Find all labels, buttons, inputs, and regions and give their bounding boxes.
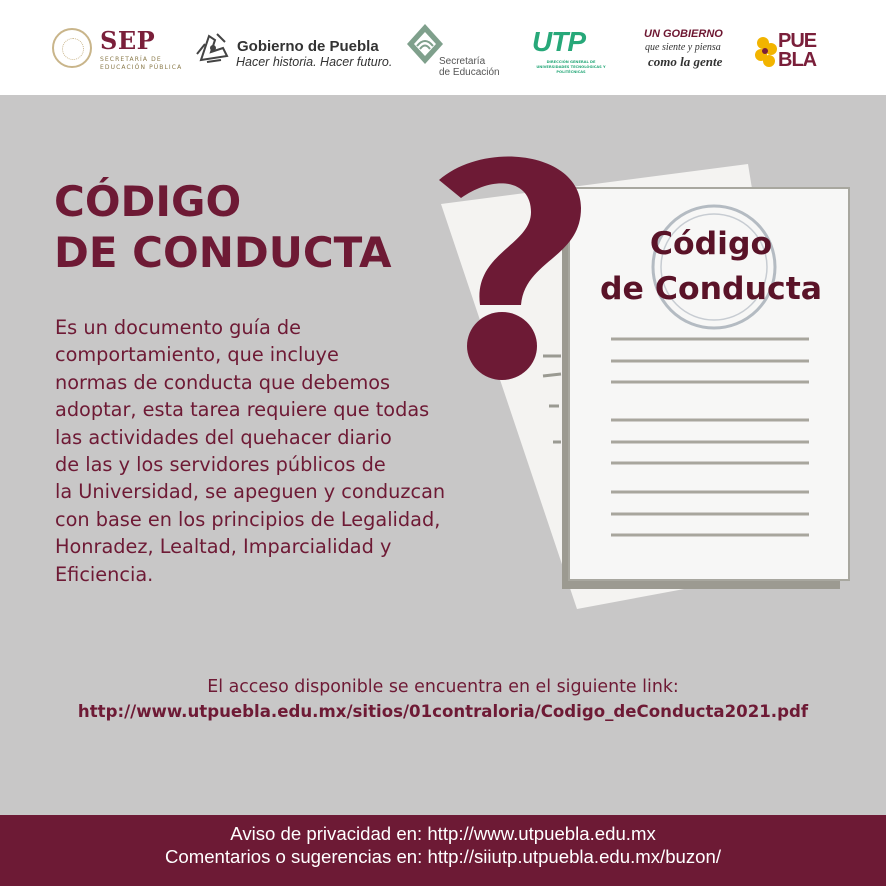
page-title-line2: DE CONDUCTA	[54, 228, 392, 277]
utp-logo-name: UTP	[532, 26, 585, 57]
sep-seal-icon	[52, 28, 92, 68]
document-title	[583, 222, 839, 312]
access-intro-text: El acceso disponible se encuentra en el siguiente link:	[207, 677, 679, 697]
footer-comments-notice: Comentarios o sugerencias en: http://siiutp.utpuebla.edu.mx/buzon/	[164, 846, 722, 867]
secretaria-educacion-text	[439, 56, 500, 78]
document-title-line1: Código	[649, 226, 773, 262]
utp-logo-subtitle: DIRECCIÓN GENERAL DE UNIVERSIDADES TECNOLÓGICAS Y POLITÉCNICAS	[536, 60, 606, 74]
puebla-logo-line1: PUE	[778, 30, 817, 52]
secretaria-educacion-line1: Secretaría	[439, 56, 486, 67]
puebla-flower-icon	[753, 33, 779, 71]
sep-logo-subtitle: SECRETARÍA DE EDUCACIÓN PÚBLICA	[100, 56, 183, 71]
document-title-line2: de Conducta	[599, 271, 823, 307]
sep-logo-name: SEP	[100, 26, 156, 55]
description-paragraph: Es un documento guía de comportamiento, que incluye normas de conducta que debemos adoptar, esta tarea requiere que todas las actividades del quehacer diario de las y los servidores públicos de la Universidad, se apeguen y conduzcan con base en los principios de Legalidad, Honradez, Lealtad, Imparcialidad y Eficiencia.	[55, 316, 446, 586]
logo-bar	[0, 0, 886, 95]
puebla-logo-text	[778, 32, 816, 70]
gobierno-slogan-line3: como la gente	[648, 54, 723, 69]
secretaria-educacion-line2: de Educación	[439, 67, 500, 78]
page-title-line1: CÓDIGO	[54, 177, 242, 226]
gobierno-slogan-line2: que siente y piensa	[645, 42, 721, 53]
footer-privacy-notice: Aviso de privacidad en: http://www.utpuebla.edu.mx	[230, 823, 656, 844]
gobierno-puebla-tagline: Hacer historia. Hacer futuro.	[236, 55, 393, 69]
code-of-conduct-link[interactable]: http://www.utpuebla.edu.mx/sitios/01contraloria/Codigo_deConducta2021.pdf	[77, 702, 809, 721]
gobierno-slogan-line1: UN GOBIERNO	[644, 28, 723, 40]
page-title	[54, 176, 392, 278]
gobierno-puebla-name: Gobierno de Puebla	[237, 38, 379, 55]
document-illustration	[425, 150, 865, 620]
gobierno-puebla-emblem-icon	[193, 30, 233, 66]
puebla-logo-line2: BLA	[778, 49, 817, 71]
